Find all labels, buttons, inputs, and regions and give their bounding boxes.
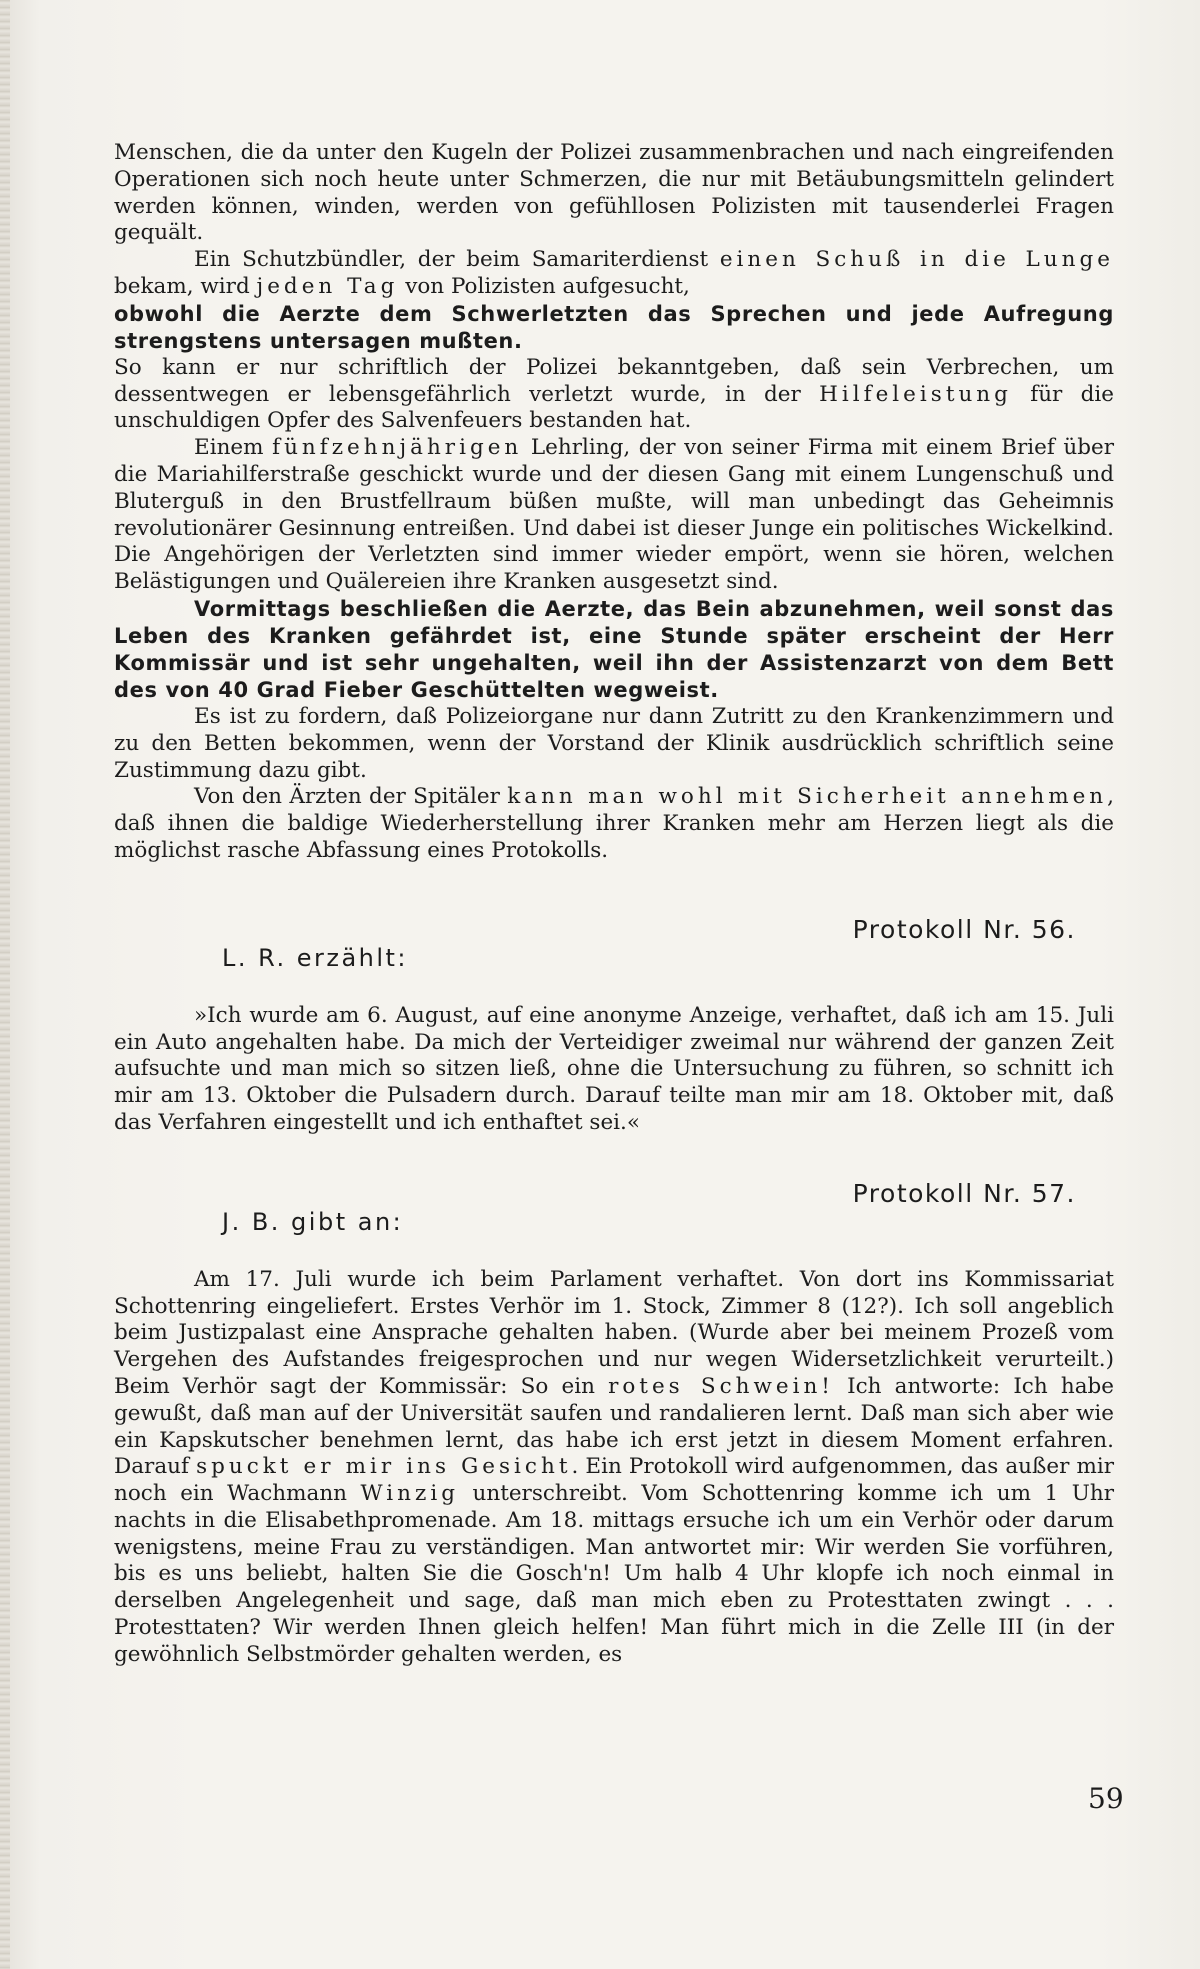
protocol-speaker: J. B. gibt an: bbox=[222, 1207, 404, 1236]
text-run: . Ein Protokoll wird aufgenommen, das außer mir noch ein Wachmann bbox=[114, 1454, 1115, 1507]
spaced-emphasis: einen Schuß in die Lunge bbox=[719, 247, 1114, 273]
text-run: Am 17. Juli wurde ich beim Parlament verhaftet. Von dort ins Kommissariat Schottenring eingeliefert. Erstes Verhör im 1. Stock, Zimmer 8 (12?). Ich soll angeblich beim Justizpalast eine Ansprache gehalten haben. (Wurde aber bei meinem Prozeß vom Vergehen des Aufstandes freigesprochen und nur wegen Widersetzlichkeit verurteilt.) Beim Verhör sagt der Kommissär: So ein bbox=[114, 1266, 1114, 1399]
protocol-number: Protokoll Nr. 56. bbox=[852, 914, 1076, 944]
text-run: So kann er nur schriftlich der Polizei bekanntgeben, daß sein Verbrechen, um dessentwegen er lebensgefährlich verletzt wurde, in der bbox=[114, 354, 1114, 407]
bold-paragraph-6: Vormittags beschließen die Aerzte, das Bein abzunehmen, weil sonst das Leben des Kranken gefährdet ist, eine Stunde später erscheint der Herr Kommissär und ist sehr ungehalten, weil ihn der Assistenzarzt von dem Bett des von 40 Grad Fieber Geschüttelten wegweist. bbox=[114, 596, 1114, 702]
spaced-emphasis: Winzig bbox=[360, 1481, 459, 1507]
text-run: Lehrling, der von seiner Firma mit einem Brief über die Mariahilferstraße geschickt wurde und der diesen Gang mit einem Lungenschuß und Bluterguß in den Brustfellraum büßen mußte, will man unbedingt das Geheimnis revolutionärer Gesinnung entreißen. Und dabei ist dieser Junge ein politisches Wickelkind. Die Angehörigen der Verletzten sind immer wieder empört, wenn sie hören, welchen Belästigungen und Quälereien ihre Kranken ausgesetzt sind. bbox=[114, 435, 1114, 595]
spaced-emphasis: kann man wohl mit Sicherheit annehmen bbox=[507, 784, 1108, 810]
spaced-emphasis: Hilfeleistung bbox=[819, 381, 1012, 407]
protocol-number: Protokoll Nr. 57. bbox=[852, 1178, 1076, 1208]
protocol-56-body: »Ich wurde am 6. August, auf eine anonyme Anzeige, verhaftet, daß ich am 15. Juli ein Auto angehalten habe. Da mich der Verteidiger zweimal nur während der ganzen Zeit aufsuchte und man mich so sitzen ließ, ohne die Untersuchung zu führen, so schnitt ich mir am 13. Oktober die Pulsadern durch. Darauf teilte man mir am 18. Oktober mit, daß das Verfahren eingestellt und ich enthaftet sei.« bbox=[114, 1002, 1114, 1135]
text-run: Von den Ärzten der Spitäler bbox=[194, 784, 508, 810]
spaced-emphasis: jeden Tag bbox=[256, 273, 399, 299]
spaced-emphasis: rotes Schwein! bbox=[608, 1373, 834, 1399]
paragraph-5 bbox=[114, 435, 1114, 596]
text-run: Ein Schutzbündler, der beim Samariterdienst bbox=[194, 247, 720, 273]
protocol-56-header bbox=[114, 914, 1114, 973]
document-body bbox=[114, 140, 1114, 1669]
paragraph-8 bbox=[114, 784, 1114, 864]
spaced-emphasis: spuckt er mir ins Gesicht bbox=[196, 1454, 572, 1480]
paragraph-4 bbox=[114, 355, 1114, 435]
paragraph-1: Menschen, die da unter den Kugeln der Polizei zusammenbrachen und nach eingreifenden Operationen sich noch heute unter Schmerzen, die nur mit Betäubungsmitteln gelindert werden können, winden, werden von gefühllosen Polizisten mit tausenderlei Fragen gequält. bbox=[114, 140, 1114, 246]
paragraph-7: Es ist zu fordern, daß Polizeiorgane nur dann Zutritt zu den Krankenzimmern und zu den Betten bekommen, wenn der Vorstand der Klinik ausdrücklich schriftlich seine Zustimmung dazu gibt. bbox=[114, 703, 1114, 783]
text-run: von Polizisten aufgesucht, bbox=[398, 273, 690, 299]
protocol-57-body bbox=[114, 1267, 1114, 1669]
spaced-emphasis: fünfzehnjährigen bbox=[272, 435, 523, 461]
page-edge bbox=[0, 0, 10, 1969]
text-run: Ich antworte: Ich habe gewußt, daß man auf der Universität saufen und randalieren lernt. Daß man sich aber wie ein Kapskutscher benehmen lernt, das habe ich erst jetzt in diesem Moment erfahren. Darauf bbox=[114, 1373, 1114, 1480]
protocol-57-header bbox=[114, 1178, 1114, 1237]
protocol-speaker: L. R. erzählt: bbox=[222, 943, 409, 972]
bold-paragraph-3: obwohl die Aerzte dem Schwerletzten das Sprechen und jede Aufregung strengstens untersagen mußten. bbox=[114, 301, 1114, 353]
text-run: für die unschuldigen Opfer des Salvenfeuers bestanden hat. bbox=[114, 381, 1114, 434]
page-number: 59 bbox=[1088, 1782, 1124, 1815]
text-run: bekam, wird bbox=[114, 273, 257, 299]
text-run: , daß ihnen die baldige Wiederherstellung ihrer Kranken mehr am Herzen liegt als die möglichst rasche Abfassung eines Protokolls. bbox=[114, 784, 1114, 863]
paragraph-2 bbox=[114, 247, 1114, 301]
text-run: unterschreibt. Vom Schottenring komme ich um 1 Uhr nachts in die Elisabethpromenade. Am 18. mittags ersuche ich um ein Verhör oder darum wenigstens, meine Frau zu verständigen. Man antwortet mir: Wir werden Sie vorführen, bis es uns beliebt, halten Sie die Gosch'n! Um halb 4 Uhr klopfe ich noch einmal in derselben Angelegenheit und sage, daß man mich eben zu Protesttaten zwingt . . . Protesttaten? Wir werden Ihnen gleich helfen! Man führt mich in die Zelle III (in der gewöhnlich Selbstmörder gehalten werden, es bbox=[114, 1481, 1114, 1667]
text-run: Einem bbox=[194, 435, 273, 461]
